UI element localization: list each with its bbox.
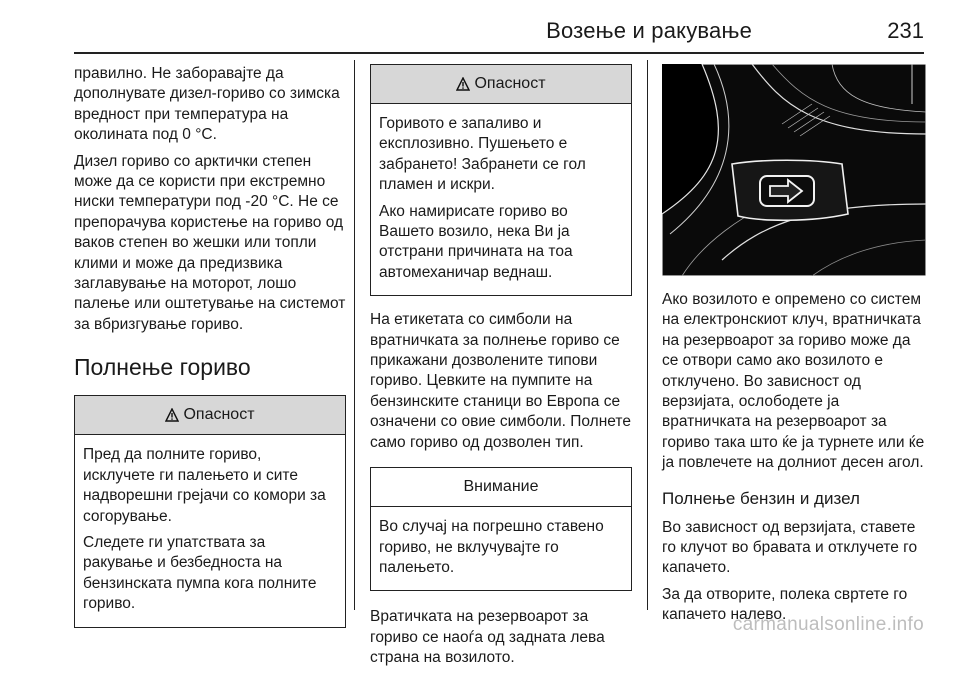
paragraph-open-cap: За да отворите, полека свртете го капачето налево. [662,585,908,624]
notice-box-header [371,468,631,507]
page-number: 231 [887,18,924,43]
fuel-door-release-button-illustration [662,64,926,276]
danger-box-header [371,65,631,104]
warning-triangle-icon [456,77,470,91]
paragraph-arctic-diesel: Дизел гориво со арктички степен може да се користи при екстремно ниски температури под -20 °C. Не се препорачува користење на гориво од ваков степен во жешки или топли клими и може да предизвика заглавување на моторот, лошо палење или оштетување на системот за вбризгување гориво. [74,152,346,333]
section-heading-refuelling: Полнење гориво [74,354,251,381]
notice-box [370,467,632,591]
column-divider-right [647,60,648,610]
danger-paragraph: Горивото е запаливо и експлозивно. Пушењето е забрането! Забранети се гол пламен и искри. [379,115,586,194]
column-left [74,64,346,628]
danger-box-title: Опасност [183,406,255,424]
paragraph-winter-diesel: правилно. Не заборавајте да дополнувате дизел-гориво со зимска вредност при температура на околината под 0 °C. [74,65,340,144]
notice-paragraph: Во случај на погрешно ставено гориво, не вклучувајте го палењето. [379,518,604,576]
page-header-title: Возење и ракување [546,18,752,43]
danger-box [370,64,632,296]
watermark: carmanualsonline.info [732,614,924,635]
danger-paragraph: Пред да полните гориво, исклучете ги палењето и сите надворешни грејачи со комори за согорување. [83,446,326,525]
danger-paragraph: Ако намирисате гориво во Вашето возило, нека Ви ја отстрани причината на тоа автомеханичар веднаш. [379,202,573,281]
column-right [662,64,926,632]
column-middle [370,64,632,675]
danger-box [74,395,346,627]
column-divider-left [354,60,355,610]
paragraph-fuel-door-location: Вратичката на резервоарот за гориво се наоѓа од задната лева страна на возилото. [370,608,605,667]
danger-box-body [75,435,345,626]
danger-box-body [371,104,631,295]
paragraph-unlock-cap: Во зависност од верзијата, ставете го клучот во бравата и отклучете го капачето. [662,518,918,577]
paragraph-electronic-key: Ако возилото е опремено со систем на електронскиот клуч, вратничката на резервоарот за гориво може да се отвори само ако возилото е отклучено. Во зависност од верзијата, ослободете ја вратничката на резервоарот за гориво така што ќе ја турнете или ќе ја повлечете на долниот десен агол. [662,291,925,472]
header-rule [74,52,924,54]
danger-box-title: Опасност [474,74,546,92]
sub-heading-petrol-diesel: Полнење бензин и дизел [662,488,860,508]
notice-box-body [371,507,631,590]
danger-box-header [75,396,345,435]
notice-box-title: Внимание [463,477,539,495]
danger-paragraph: Следете ги упатствата за ракување и безбедноста на бензинската пумпа кога полните гориво. [83,533,317,613]
paragraph-fuel-label: На етикетата со симболи на вратничката за полнење гориво се прикажани дозволените типови гориво. Цевките на пумпите на бензинските станици во Европа се означени со овие симболи. Полнете само гориво од дозволен тип. [370,311,631,451]
warning-triangle-icon [165,408,179,422]
